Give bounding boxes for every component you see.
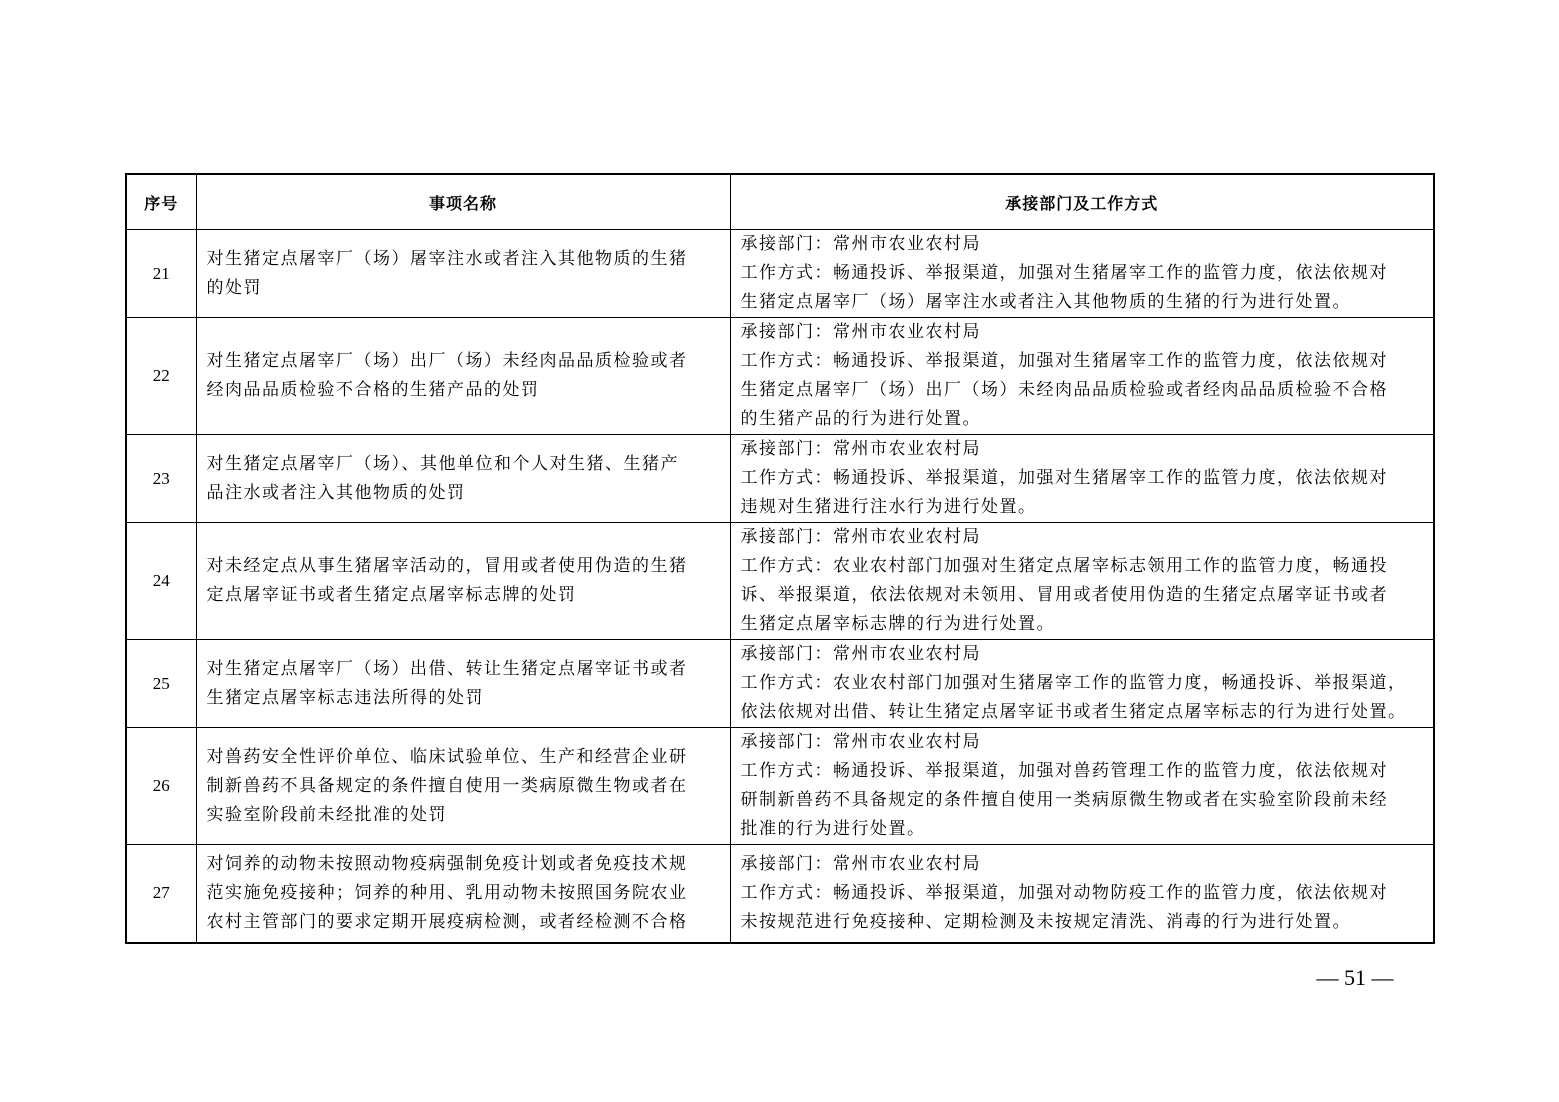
row-matter-name bbox=[196, 523, 730, 640]
row-matter-name bbox=[196, 728, 730, 845]
matter-name-line: 对生猪定点屠宰厂（场）屠宰注水或者注入其他物质的生猪 bbox=[206, 248, 688, 269]
header-matter-name: 事项名称 bbox=[196, 174, 730, 230]
row-matter-name bbox=[196, 435, 730, 523]
matters-table bbox=[125, 173, 1435, 944]
department-method-line: 承接部门：常州市农业农村局 bbox=[740, 644, 981, 664]
matter-name-line: 对生猪定点屠宰厂（场）、其他单位和个人对生猪、生猪产 bbox=[206, 453, 679, 474]
department-method-line: 承接部门：常州市农业农村局 bbox=[740, 527, 981, 547]
row-serial-number: 26 bbox=[126, 728, 196, 845]
row-department-method bbox=[730, 435, 1434, 523]
row-department-method bbox=[730, 728, 1434, 845]
matter-name-line: 范实施免疫接种；饲养的种用、乳用动物未按照国务院农业 bbox=[206, 882, 688, 903]
row-matter-name bbox=[196, 230, 730, 318]
row-department-method bbox=[730, 845, 1434, 943]
department-method-line: 的生猪产品的行为进行处置。 bbox=[740, 409, 981, 429]
department-method-line: 工作方式：农业农村部门加强对生猪定点屠宰标志领用工作的监管力度，畅通投 bbox=[740, 556, 1388, 576]
department-method-line: 工作方式：农业农村部门加强对生猪屠宰工作的监管力度，畅通投诉、举报渠道， bbox=[740, 673, 1407, 693]
row-serial-number: 23 bbox=[126, 435, 196, 523]
table-row bbox=[126, 523, 1434, 640]
matter-name-line: 对未经定点从事生猪屠宰活动的，冒用或者使用伪造的生猪 bbox=[206, 556, 688, 576]
header-serial-number: 序号 bbox=[126, 174, 196, 230]
row-department-method bbox=[730, 523, 1434, 640]
table-body bbox=[126, 230, 1434, 943]
table-row bbox=[126, 230, 1434, 318]
matter-name-line: 制新兽药不具备规定的条件擅自使用一类病原微生物或者在 bbox=[206, 775, 688, 796]
department-method-line: 批准的行为进行处置。 bbox=[740, 819, 926, 839]
matter-name-line: 对兽药安全性评价单位、临床试验单位、生产和经营企业研 bbox=[206, 746, 688, 767]
row-matter-name bbox=[196, 845, 730, 943]
table-row bbox=[126, 845, 1434, 943]
row-serial-number: 25 bbox=[126, 640, 196, 728]
table-row bbox=[126, 640, 1434, 728]
department-method-line: 研制新兽药不具备规定的条件擅自使用一类病原微生物或者在实验室阶段前未经 bbox=[740, 790, 1388, 810]
row-department-method bbox=[730, 640, 1434, 728]
department-method-line: 工作方式：畅通投诉、举报渠道，加强对生猪屠宰工作的监管力度，依法依规对 bbox=[740, 468, 1388, 488]
department-method-line: 生猪定点屠宰厂（场）出厂（场）未经肉品品质检验或者经肉品品质检验不合格 bbox=[740, 380, 1388, 400]
matter-name-line: 对生猪定点屠宰厂（场）出借、转让生猪定点屠宰证书或者 bbox=[206, 658, 688, 679]
table-row bbox=[126, 435, 1434, 523]
department-method-line: 生猪定点屠宰标志牌的行为进行处置。 bbox=[740, 614, 1055, 634]
row-serial-number: 24 bbox=[126, 523, 196, 640]
matter-name-line: 对生猪定点屠宰厂（场）出厂（场）未经肉品品质检验或者 bbox=[206, 351, 688, 371]
department-method-line: 违规对生猪进行注水行为进行处置。 bbox=[740, 497, 1037, 517]
department-method-line: 承接部门：常州市农业农村局 bbox=[740, 853, 981, 874]
department-method-line: 生猪定点屠宰厂（场）屠宰注水或者注入其他物质的生猪的行为进行处置。 bbox=[740, 292, 1351, 312]
department-method-line: 依法依规对出借、转让生猪定点屠宰证书或者生猪定点屠宰标志的行为进行处置。 bbox=[740, 702, 1407, 722]
department-method-line: 承接部门：常州市农业农村局 bbox=[740, 322, 981, 342]
department-method-line: 工作方式：畅通投诉、举报渠道，加强对动物防疫工作的监管力度，依法依规对 bbox=[740, 882, 1388, 903]
department-method-line: 诉、举报渠道，依法依规对未领用、冒用或者使用伪造的生猪定点屠宰证书或者 bbox=[740, 585, 1388, 605]
department-method-line: 工作方式：畅通投诉、举报渠道，加强对生猪屠宰工作的监管力度，依法依规对 bbox=[740, 351, 1388, 371]
department-method-line: 承接部门：常州市农业农村局 bbox=[740, 439, 981, 459]
department-method-line: 承接部门：常州市农业农村局 bbox=[740, 732, 981, 752]
header-department-method: 承接部门及工作方式 bbox=[730, 174, 1434, 230]
table-row bbox=[126, 728, 1434, 845]
row-matter-name bbox=[196, 318, 730, 435]
matter-name-line: 的处罚 bbox=[206, 277, 262, 298]
table-row bbox=[126, 318, 1434, 435]
matter-name-line: 经肉品品质检验不合格的生猪产品的处罚 bbox=[206, 380, 540, 400]
row-serial-number: 21 bbox=[126, 230, 196, 318]
row-serial-number: 27 bbox=[126, 845, 196, 943]
department-method-line: 工作方式：畅通投诉、举报渠道，加强对兽药管理工作的监管力度，依法依规对 bbox=[740, 761, 1388, 781]
matter-name-line: 品注水或者注入其他物质的处罚 bbox=[206, 482, 466, 503]
page-number: — 51 — bbox=[1316, 965, 1394, 990]
department-method-line: 承接部门：常州市农业农村局 bbox=[740, 234, 981, 254]
row-serial-number: 22 bbox=[126, 318, 196, 435]
matter-name-line: 实验室阶段前未经批准的处罚 bbox=[206, 804, 447, 825]
row-department-method bbox=[730, 230, 1434, 318]
department-method-line: 工作方式：畅通投诉、举报渠道，加强对生猪屠宰工作的监管力度，依法依规对 bbox=[740, 263, 1388, 283]
department-method-line: 未按规范进行免疫接种、定期检测及未按规定清洗、消毒的行为进行处置。 bbox=[740, 911, 1351, 932]
matter-name-line: 农村主管部门的要求定期开展疫病检测，或者经检测不合格 bbox=[206, 911, 688, 932]
matter-name-line: 对饲养的动物未按照动物疫病强制免疫计划或者免疫技术规 bbox=[206, 853, 688, 874]
row-department-method bbox=[730, 318, 1434, 435]
matter-name-line: 生猪定点屠宰标志违法所得的处罚 bbox=[206, 687, 484, 708]
table-header-row bbox=[126, 174, 1434, 230]
row-matter-name bbox=[196, 640, 730, 728]
matter-name-line: 定点屠宰证书或者生猪定点屠宰标志牌的处罚 bbox=[206, 585, 577, 605]
